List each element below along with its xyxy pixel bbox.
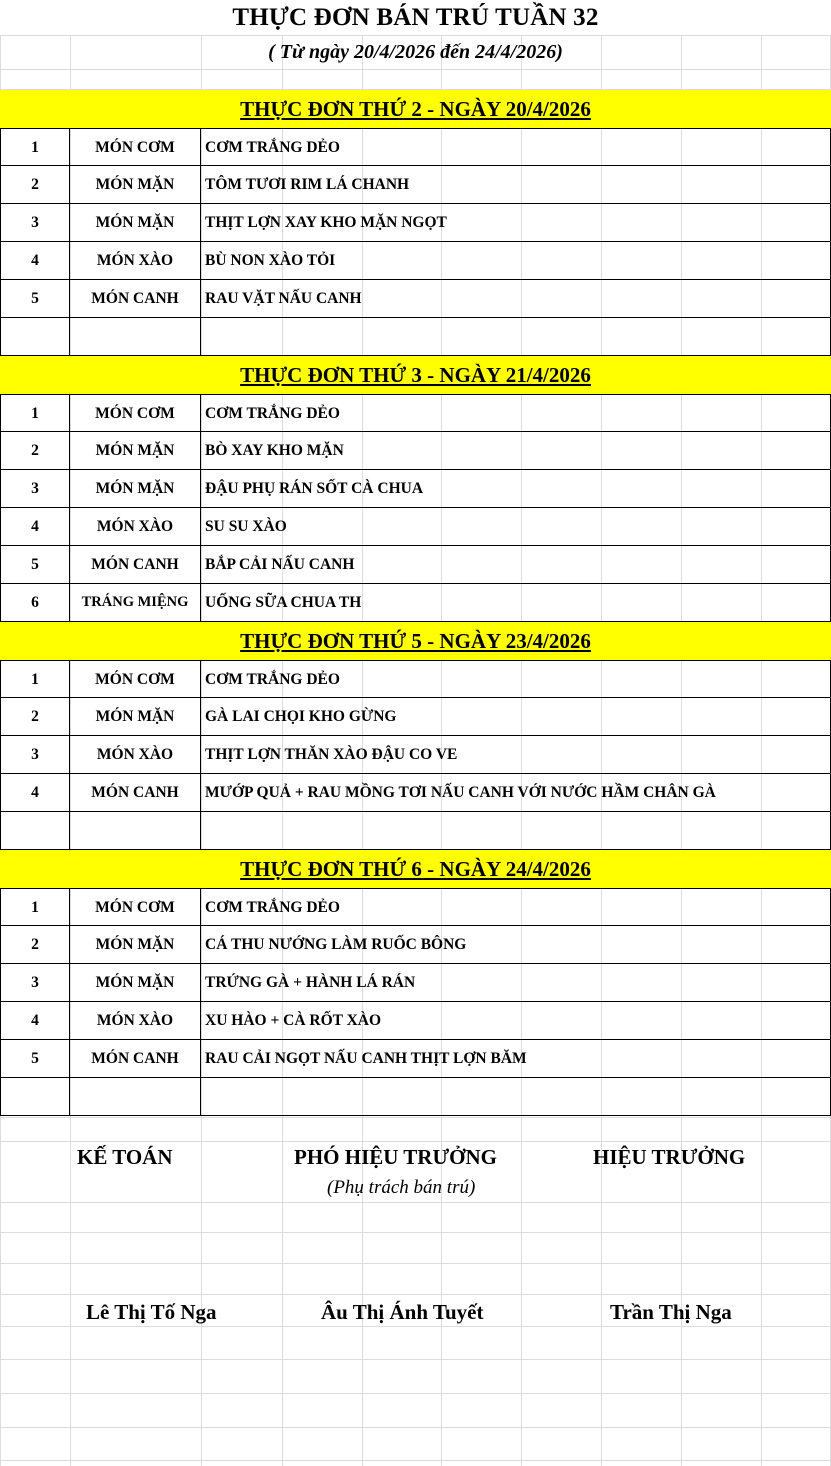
vice-principal-title: PHÓ HIỆU TRƯỞNG: [294, 1145, 498, 1169]
accountant-title: KẾ TOÁN: [77, 1145, 173, 1169]
menu-row: [0, 394, 831, 432]
vice-principal-name: Âu Thị Ánh Tuyết: [321, 1300, 484, 1324]
grid-line: [0, 1232, 831, 1233]
dish-name: XU HÀO + CÀ RỐT XÀO: [201, 1002, 831, 1040]
dish-name: BẮP CẢI NẤU CANH: [201, 546, 831, 584]
dish-category: MÓN MẶN: [70, 166, 201, 204]
item-number: 4: [0, 508, 70, 546]
dish-category: MÓN CANH: [70, 546, 201, 584]
dish-category: MÓN CANH: [70, 280, 201, 318]
dish-category: TRÁNG MIỆNG: [70, 584, 201, 622]
day-header: [0, 90, 831, 128]
menu-row: [0, 128, 831, 166]
dish-category: MÓN XÀO: [70, 736, 201, 774]
day-header: [0, 850, 831, 888]
dish-category: MÓN XÀO: [70, 508, 201, 546]
dish-category: [70, 1078, 201, 1116]
day-heading-text: THỰC ĐƠN THỨ 2 - NGÀY 20/4/2026: [240, 97, 591, 121]
dish-name: BÒ XAY KHO MẶN: [201, 432, 831, 470]
dish-name: RAU VẶT NẤU CANH: [201, 280, 831, 318]
menu-row: [0, 204, 831, 242]
dish-category: MÓN CƠM: [70, 394, 201, 432]
dish-name: UỐNG SỮA CHUA TH: [201, 584, 831, 622]
menu-row: [0, 318, 831, 356]
item-number: 1: [0, 888, 70, 926]
dish-name: [201, 1078, 831, 1116]
item-number: [0, 1078, 70, 1116]
menu-row: [0, 888, 831, 926]
day-heading-text: THỰC ĐƠN THỨ 6 - NGÀY 24/4/2026: [240, 857, 591, 881]
principal-title: HIỆU TRƯỞNG: [593, 1145, 746, 1169]
grid-line: [0, 1263, 831, 1264]
dish-category: MÓN MẶN: [70, 698, 201, 736]
menu-row: [0, 508, 831, 546]
item-number: 3: [0, 204, 70, 242]
dish-category: MÓN CANH: [70, 774, 201, 812]
grid-line: [0, 1326, 831, 1327]
menu-row: [0, 964, 831, 1002]
dish-name: BÙ NON XÀO TỎI: [201, 242, 831, 280]
dish-name: THỊT LỢN THĂN XÀO ĐẬU CO VE: [201, 736, 831, 774]
menu-row: [0, 812, 831, 850]
dish-name: CÁ THU NƯỚNG LÀM RUỐC BÔNG: [201, 926, 831, 964]
item-number: 5: [0, 546, 70, 584]
dish-category: [70, 812, 201, 850]
item-number: 1: [0, 660, 70, 698]
menu-row: [0, 660, 831, 698]
menu-row: [0, 470, 831, 508]
dish-category: [70, 318, 201, 356]
dish-name: GÀ LAI CHỌI KHO GỪNG: [201, 698, 831, 736]
day-heading-text: THỰC ĐƠN THỨ 5 - NGÀY 23/4/2026: [240, 629, 591, 653]
item-number: 1: [0, 394, 70, 432]
menu-row: [0, 1002, 831, 1040]
grid-line: [0, 1393, 831, 1394]
accountant-name: Lê Thị Tố Nga: [86, 1300, 217, 1324]
dish-name: CƠM TRẮNG DẺO: [201, 888, 831, 926]
grid-line: [0, 1117, 831, 1118]
dish-name: CƠM TRẮNG DẺO: [201, 128, 831, 166]
menu-row: [0, 698, 831, 736]
item-number: [0, 812, 70, 850]
menu-row: [0, 242, 831, 280]
item-number: 4: [0, 774, 70, 812]
dish-category: MÓN CƠM: [70, 888, 201, 926]
menu-row: [0, 1078, 831, 1116]
dish-category: MÓN MẶN: [70, 204, 201, 242]
dish-category: MÓN CƠM: [70, 128, 201, 166]
grid-line: [0, 1359, 831, 1360]
page-title: THỰC ĐƠN BÁN TRÚ TUẦN 32: [232, 4, 599, 31]
dish-name: [201, 812, 831, 850]
dish-category: MÓN MẶN: [70, 926, 201, 964]
item-number: 3: [0, 470, 70, 508]
menu-row: [0, 774, 831, 812]
dish-name: TÔM TƯƠI RIM LÁ CHANH: [201, 166, 831, 204]
item-number: 2: [0, 926, 70, 964]
dish-name: CƠM TRẮNG DẺO: [201, 660, 831, 698]
dish-name: ĐẬU PHỤ RÁN SỐT CÀ CHUA: [201, 470, 831, 508]
grid-line: [0, 1460, 831, 1461]
menu-row: [0, 166, 831, 204]
dish-name: RAU CẢI NGỌT NẤU CANH THỊT LỢN BĂM: [201, 1040, 831, 1078]
day-heading-text: THỰC ĐƠN THỨ 3 - NGÀY 21/4/2026: [240, 363, 591, 387]
item-number: 5: [0, 280, 70, 318]
item-number: 1: [0, 128, 70, 166]
item-number: 4: [0, 242, 70, 280]
item-number: 3: [0, 964, 70, 1002]
date-range: ( Từ ngày 20/4/2026 đến 24/4/2026): [268, 41, 563, 63]
menu-row: [0, 280, 831, 318]
item-number: 2: [0, 698, 70, 736]
dish-name: [201, 318, 831, 356]
dish-category: MÓN MẶN: [70, 470, 201, 508]
dish-category: MÓN XÀO: [70, 1002, 201, 1040]
grid-line: [0, 69, 831, 70]
item-number: 2: [0, 166, 70, 204]
item-number: [0, 318, 70, 356]
item-number: 4: [0, 1002, 70, 1040]
grid-line: [0, 35, 831, 36]
item-number: 5: [0, 1040, 70, 1078]
principal-name: Trần Thị Nga: [610, 1300, 732, 1324]
menu-row: [0, 736, 831, 774]
dish-name: THỊT LỢN XAY KHO MẶN NGỌT: [201, 204, 831, 242]
dish-category: MÓN MẶN: [70, 964, 201, 1002]
item-number: 2: [0, 432, 70, 470]
grid-line: [0, 1141, 831, 1142]
dish-category: MÓN XÀO: [70, 242, 201, 280]
menu-row: [0, 1040, 831, 1078]
dish-category: MÓN CƠM: [70, 660, 201, 698]
dish-category: MÓN CANH: [70, 1040, 201, 1078]
grid-line: [0, 1294, 831, 1295]
day-header: [0, 622, 831, 660]
grid-line: [0, 1202, 831, 1203]
dish-name: MƯỚP QUẢ + RAU MỒNG TƠI NẤU CANH VỚI NƯỚC HẦM CHÂN GÀ: [201, 774, 831, 812]
menu-row: [0, 584, 831, 622]
item-number: 6: [0, 584, 70, 622]
vice-principal-note: (Phụ trách bán trú): [327, 1177, 476, 1198]
menu-row: [0, 926, 831, 964]
item-number: 3: [0, 736, 70, 774]
menu-row: [0, 432, 831, 470]
menu-row: [0, 546, 831, 584]
dish-name: CƠM TRẮNG DẺO: [201, 394, 831, 432]
grid-line: [0, 1427, 831, 1428]
dish-name: SU SU XÀO: [201, 508, 831, 546]
dish-category: MÓN MẶN: [70, 432, 201, 470]
day-header: [0, 356, 831, 394]
dish-name: TRỨNG GÀ + HÀNH LÁ RÁN: [201, 964, 831, 1002]
